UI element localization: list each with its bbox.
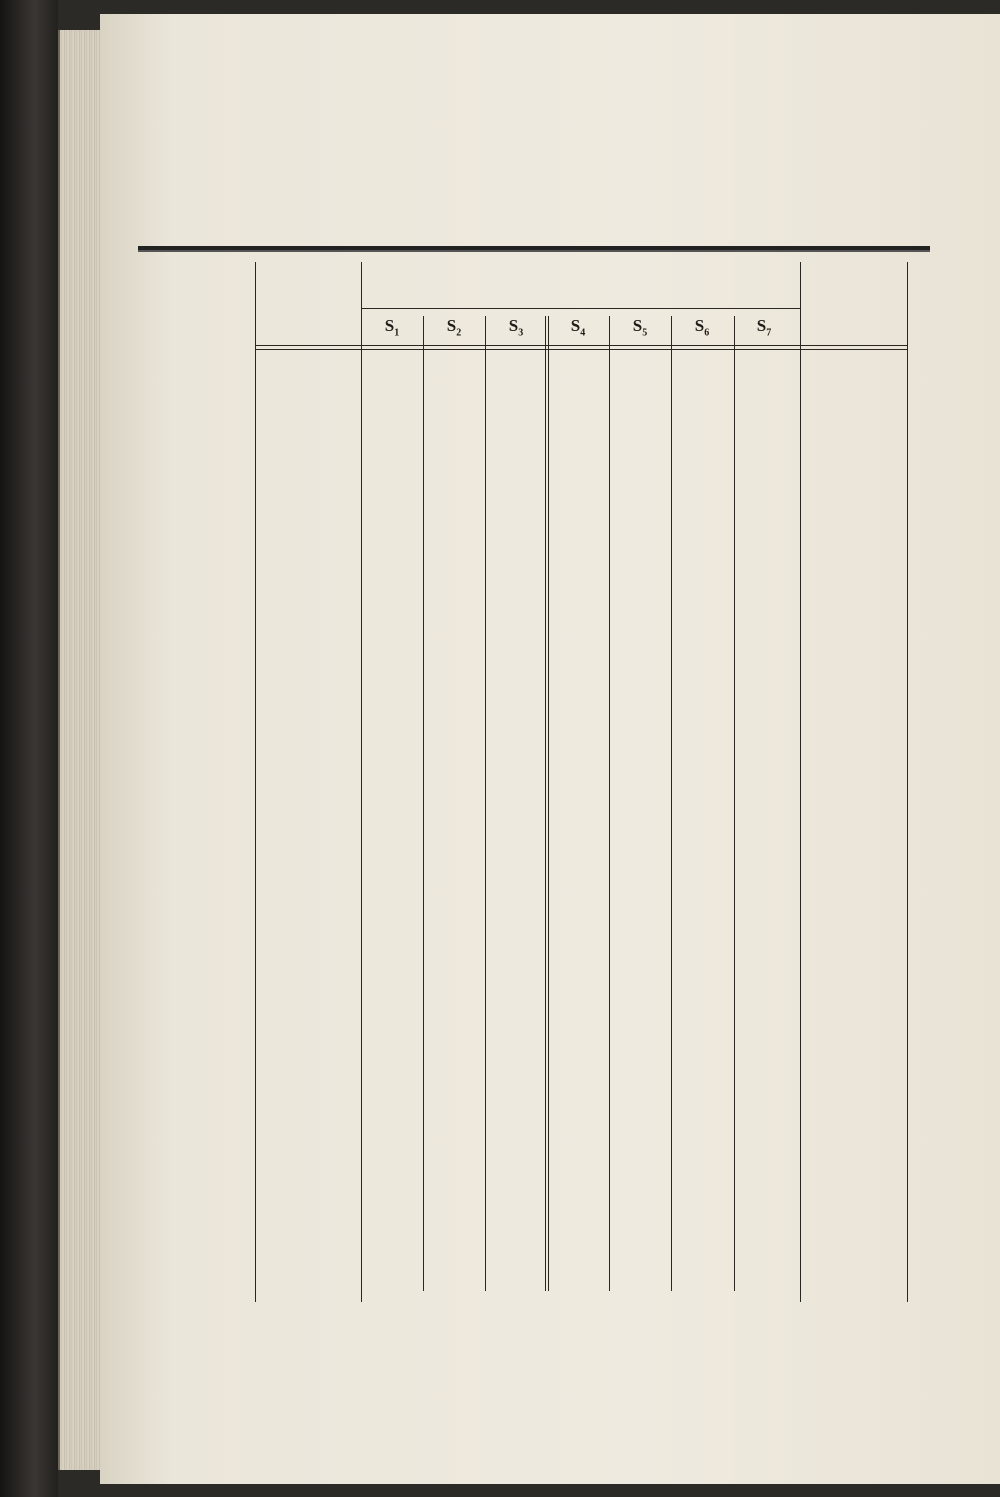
subcol-s7: $S_7$ (756, 316, 772, 339)
page-edges (58, 30, 104, 1470)
col-line (907, 262, 908, 1302)
col-line (545, 316, 546, 1291)
header-mid-rule (362, 308, 800, 309)
col-line (609, 316, 610, 1291)
col-line (423, 316, 424, 1291)
header-bottom-rule (255, 345, 907, 346)
header-bottom-rule-2 (255, 349, 907, 350)
col-line (671, 316, 672, 1291)
subcol-s2: $S_2$ (446, 316, 462, 339)
col-line (734, 316, 735, 1291)
book-spine (0, 0, 58, 1497)
subcol-s4: $S_4$ (570, 316, 586, 339)
top-rule (138, 246, 930, 252)
subcol-s6: $S_6$ (694, 316, 710, 339)
page (100, 14, 1000, 1484)
col-line (255, 262, 256, 1302)
col-line (800, 262, 801, 1302)
col-line (485, 316, 486, 1291)
subcol-s5: $S_5$ (632, 316, 648, 339)
col-line (548, 316, 549, 1291)
subcol-s1: $S_1$ (384, 316, 400, 339)
subcol-s3: $S_3$ (508, 316, 524, 339)
col-line (361, 262, 362, 1302)
